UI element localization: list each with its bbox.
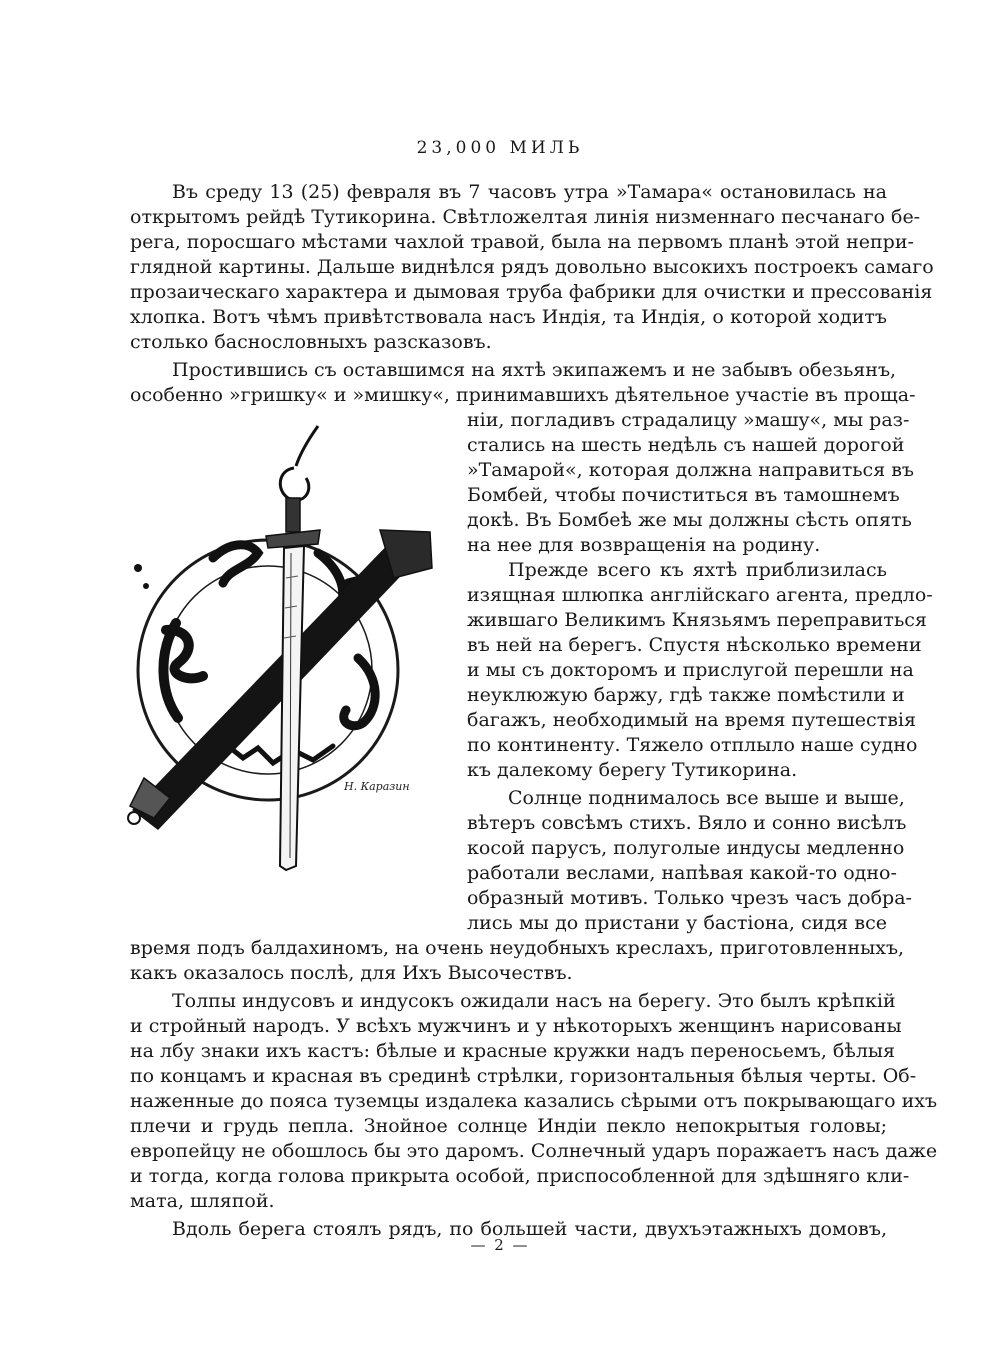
text-line: жившаго Великимъ Князьямъ переправиться xyxy=(467,609,927,631)
text-line: европейцу не обошлось бы это даромъ. Солнечный ударъ поражаетъ насъ даже xyxy=(130,1140,938,1162)
text-line: »Тамарой«, которая должна направиться въ xyxy=(467,459,915,481)
text-line: и стройный народъ. У всѣхъ мужчинъ и у нѣкоторыхъ женщинъ нарисованы xyxy=(130,1015,902,1037)
text-line: багажъ, необходимый на время путешествія xyxy=(467,709,916,731)
text-line: къ далекому берегу Тутикорина. xyxy=(467,759,798,781)
text-line: на лбу знаки ихъ кастъ: бѣлые и красные кружки надъ переносьемъ, бѣлыя xyxy=(130,1040,895,1062)
text-line: и мы съ докторомъ и прислугой перешли на xyxy=(467,659,914,681)
running-title: 23,000 МИЛЬ xyxy=(416,138,584,158)
text-line: хлопка. Вотъ чѣмъ привѣтствовала насъ Индія, та Индія, о которой ходитъ xyxy=(130,306,887,328)
text-line: время подъ балдахиномъ, на очень неудобныхъ креслахъ, приготовленныхъ, xyxy=(130,937,905,959)
text-line: по концамъ и красная въ срединѣ стрѣлки, горизонтальныя бѣлыя черты. Об- xyxy=(130,1065,917,1087)
text-line: Толпы индусовъ и индусокъ ожидали насъ на берегу. Это былъ крѣпкій xyxy=(172,990,896,1012)
text-line: Прежде всего къ яхтѣ приблизилась xyxy=(508,559,887,581)
text-line: стались на шесть недѣль съ нашей дорогой xyxy=(467,434,905,456)
sword-engraving xyxy=(118,418,436,886)
text-line: Въ среду 13 (25) февраля въ 7 часовъ утра »Тамара« остановилась на xyxy=(172,181,887,203)
text-line: Бомбей, чтобы почиститься въ тамошнемъ xyxy=(467,484,900,506)
text-line: Солнце поднималось все выше и выше, xyxy=(508,787,905,809)
text-line: особенно »гришку« и »мишку«, принимавшихъ дѣятельное участіе въ проща- xyxy=(130,384,916,406)
text-line: косой парусъ, полуголые индусы медленно xyxy=(467,837,905,859)
text-line: по континенту. Тяжело отплыло наше судно xyxy=(467,734,918,756)
text-line: глядной картины. Дальше виднѣлся рядъ довольно высокихъ построекъ самаго xyxy=(130,256,934,278)
text-line: мата, шляпой. xyxy=(130,1190,275,1212)
text-line: столько баснословныхъ разсказовъ. xyxy=(130,331,492,353)
page-number: — 2 — xyxy=(470,1236,530,1254)
text-line: лись мы до пристани у бастіона, сидя все xyxy=(467,912,887,934)
text-line: ніи, погладивъ страдалицу »машу«, мы раз- xyxy=(467,409,910,431)
text-line: и тогда, когда голова прикрыта особой, приспособленной для здѣшняго кли- xyxy=(130,1165,910,1187)
text-line: плечи и грудь пепла. Знойное солнце Индіи пекло непокрытыя головы; xyxy=(130,1115,887,1137)
text-line: какъ оказалось послѣ, для Ихъ Высочествъ. xyxy=(130,962,573,984)
text-line: вѣтеръ совсѣмъ стихъ. Вяло и сонно висѣлъ xyxy=(467,812,907,834)
text-line: открытомъ рейдѣ Тутикорина. Свѣтложелтая линія низменнаго песчанаго бе- xyxy=(130,206,921,228)
text-line: Вдоль берега стоялъ рядъ, по большей части, двухъэтажныхъ домовъ, xyxy=(172,1218,887,1240)
text-line: прозаическаго характера и дымовая труба фабрики для очистки и прессованія xyxy=(130,281,933,303)
text-line: работали веслами, напѣвая какой-то одно- xyxy=(467,862,897,884)
text-line: неуклюжую баржу, гдѣ также помѣстили и xyxy=(467,684,905,706)
text-line: докѣ. Въ Бомбеѣ же мы должны сѣсть опять xyxy=(467,509,912,531)
text-line: на нее для возвращенія на родину. xyxy=(467,534,821,556)
text-line: рега, поросшаго мѣстами чахлой травой, была на первомъ планѣ этой непри- xyxy=(130,231,914,253)
artist-signature: Н. Каразин xyxy=(344,780,410,793)
text-line: наженные до пояса туземцы издалека казались сѣрыми отъ покрывающаго ихъ xyxy=(130,1090,938,1112)
text-line: изящная шлюпка англійскаго агента, предло- xyxy=(467,584,933,606)
text-line: въ ней на берегъ. Спустя нѣсколько времени xyxy=(467,634,922,656)
text-line: Простившись съ оставшимся на яхтѣ экипажемъ и не забывъ обезьянъ, xyxy=(172,359,897,381)
text-line: образный мотивъ. Только чрезъ часъ добра- xyxy=(467,887,912,909)
